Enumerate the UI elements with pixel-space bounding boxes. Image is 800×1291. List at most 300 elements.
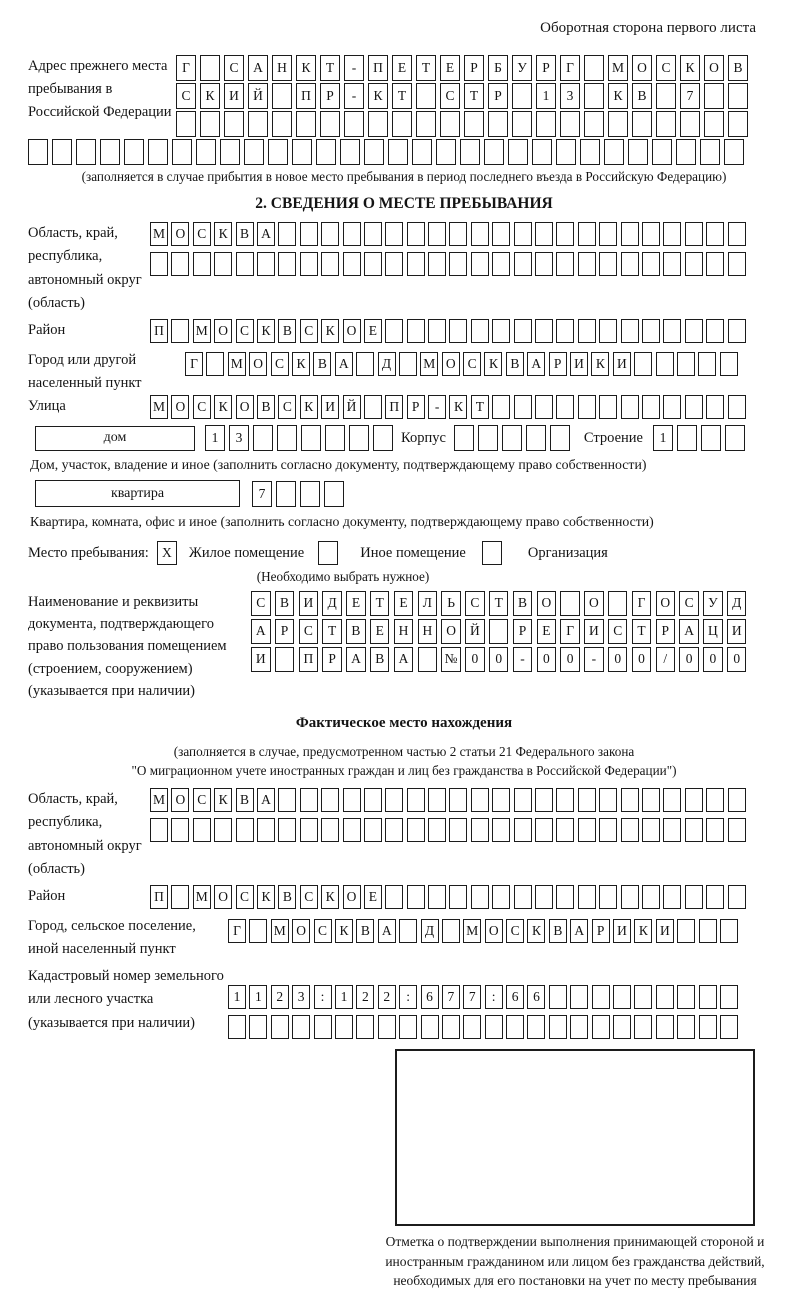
char-cell[interactable]: 1 (536, 83, 556, 109)
char-cell[interactable] (685, 222, 703, 246)
char-cell[interactable] (677, 352, 695, 376)
char-cell[interactable] (171, 252, 189, 276)
char-cell[interactable] (642, 885, 660, 909)
char-cell[interactable]: А (570, 919, 588, 943)
char-cell[interactable] (512, 111, 532, 137)
char-cell[interactable] (301, 425, 321, 451)
char-cell[interactable] (171, 818, 189, 842)
char-cell[interactable]: : (314, 985, 332, 1009)
char-cell[interactable]: Н (418, 619, 438, 644)
char-cell[interactable]: Т (471, 395, 489, 419)
char-cell[interactable] (663, 252, 681, 276)
char-cell[interactable] (321, 788, 339, 812)
char-cell[interactable]: О (214, 885, 232, 909)
char-cell[interactable] (706, 788, 724, 812)
char-cell[interactable]: М (193, 319, 211, 343)
char-cell[interactable] (613, 985, 631, 1009)
char-cell[interactable]: Р (592, 919, 610, 943)
char-cell[interactable] (556, 139, 576, 165)
char-cell[interactable]: К (292, 352, 310, 376)
char-cell[interactable]: 7 (680, 83, 700, 109)
char-cell[interactable]: 2 (378, 985, 396, 1009)
char-cell[interactable]: М (150, 395, 168, 419)
char-cell[interactable]: А (257, 788, 275, 812)
char-cell[interactable]: С (463, 352, 481, 376)
char-cell[interactable]: А (394, 647, 414, 672)
char-cell[interactable] (253, 425, 273, 451)
char-cell[interactable] (685, 885, 703, 909)
char-cell[interactable]: М (150, 788, 168, 812)
char-cell[interactable] (368, 111, 388, 137)
char-cell[interactable] (349, 425, 369, 451)
char-cell[interactable] (148, 139, 168, 165)
char-cell[interactable]: 0 (679, 647, 699, 672)
char-cell[interactable]: Т (464, 83, 484, 109)
char-cell[interactable] (449, 252, 467, 276)
char-cell[interactable] (463, 1015, 481, 1039)
char-cell[interactable] (642, 818, 660, 842)
char-cell[interactable] (599, 885, 617, 909)
char-cell[interactable] (124, 139, 144, 165)
char-cell[interactable]: А (257, 222, 275, 246)
char-cell[interactable]: И (224, 83, 244, 109)
char-cell[interactable] (196, 139, 216, 165)
char-cell[interactable] (271, 1015, 289, 1039)
char-cell[interactable]: Е (392, 55, 412, 81)
char-cell[interactable] (652, 139, 672, 165)
char-cell[interactable] (706, 395, 724, 419)
char-cell[interactable] (556, 788, 574, 812)
char-cell[interactable] (272, 111, 292, 137)
char-cell[interactable] (52, 139, 72, 165)
char-cell[interactable]: О (171, 222, 189, 246)
char-cell[interactable] (685, 252, 703, 276)
char-cell[interactable] (599, 395, 617, 419)
char-cell[interactable] (324, 481, 344, 507)
char-cell[interactable]: Д (322, 591, 342, 616)
char-cell[interactable] (706, 222, 724, 246)
char-cell[interactable] (471, 252, 489, 276)
char-cell[interactable]: 3 (560, 83, 580, 109)
char-cell[interactable] (416, 83, 436, 109)
char-cell[interactable] (492, 788, 510, 812)
char-cell[interactable] (514, 885, 532, 909)
char-cell[interactable]: К (680, 55, 700, 81)
char-cell[interactable] (578, 818, 596, 842)
char-cell[interactable] (392, 111, 412, 137)
char-cell[interactable]: К (634, 919, 652, 943)
char-cell[interactable] (632, 111, 652, 137)
char-cell[interactable]: Е (394, 591, 414, 616)
char-cell[interactable]: С (278, 395, 296, 419)
char-cell[interactable] (642, 222, 660, 246)
char-cell[interactable]: - (344, 55, 364, 81)
char-cell[interactable]: 0 (560, 647, 580, 672)
char-cell[interactable] (550, 425, 570, 451)
char-cell[interactable]: Р (488, 83, 508, 109)
char-cell[interactable] (526, 425, 546, 451)
char-cell[interactable]: С (224, 55, 244, 81)
char-cell[interactable] (663, 885, 681, 909)
char-cell[interactable] (449, 222, 467, 246)
char-cell[interactable] (325, 425, 345, 451)
char-cell[interactable] (278, 222, 296, 246)
char-cell[interactable] (514, 788, 532, 812)
char-cell[interactable]: О (249, 352, 267, 376)
char-cell[interactable] (321, 252, 339, 276)
char-cell[interactable]: О (214, 319, 232, 343)
char-cell[interactable] (478, 425, 498, 451)
char-cell[interactable]: В (278, 319, 296, 343)
char-cell[interactable] (677, 425, 697, 451)
char-cell[interactable]: Т (489, 591, 509, 616)
char-cell[interactable] (584, 111, 604, 137)
char-cell[interactable] (556, 395, 574, 419)
char-cell[interactable]: Р (322, 647, 342, 672)
char-cell[interactable] (663, 788, 681, 812)
char-cell[interactable] (407, 252, 425, 276)
char-cell[interactable] (300, 222, 318, 246)
char-cell[interactable]: Г (632, 591, 652, 616)
char-cell[interactable]: В (506, 352, 524, 376)
char-cell[interactable]: М (463, 919, 481, 943)
char-cell[interactable] (701, 425, 721, 451)
char-cell[interactable] (556, 885, 574, 909)
char-cell[interactable]: И (321, 395, 339, 419)
char-cell[interactable] (344, 111, 364, 137)
char-cell[interactable] (677, 985, 695, 1009)
char-cell[interactable] (724, 139, 744, 165)
char-cell[interactable] (621, 319, 639, 343)
char-cell[interactable] (300, 252, 318, 276)
char-cell[interactable]: Г (228, 919, 246, 943)
char-cell[interactable]: О (656, 591, 676, 616)
char-cell[interactable]: С (300, 885, 318, 909)
char-cell[interactable]: Д (421, 919, 439, 943)
char-cell[interactable] (416, 111, 436, 137)
char-cell[interactable] (685, 788, 703, 812)
char-cell[interactable] (580, 139, 600, 165)
char-cell[interactable] (150, 252, 168, 276)
char-cell[interactable]: С (193, 788, 211, 812)
char-cell[interactable] (428, 319, 446, 343)
char-cell[interactable] (556, 818, 574, 842)
char-cell[interactable] (502, 425, 522, 451)
char-cell[interactable] (549, 985, 567, 1009)
char-cell[interactable] (278, 818, 296, 842)
char-cell[interactable] (471, 222, 489, 246)
char-cell[interactable]: К (527, 919, 545, 943)
char-cell[interactable] (663, 222, 681, 246)
char-cell[interactable] (200, 111, 220, 137)
char-cell[interactable]: С (314, 919, 332, 943)
char-cell[interactable] (512, 83, 532, 109)
char-cell[interactable]: И (656, 919, 674, 943)
char-cell[interactable]: И (613, 919, 631, 943)
char-cell[interactable]: Р (513, 619, 533, 644)
char-cell[interactable] (535, 319, 553, 343)
char-cell[interactable]: Р (464, 55, 484, 81)
char-cell[interactable] (706, 885, 724, 909)
char-cell[interactable] (471, 319, 489, 343)
char-cell[interactable] (685, 319, 703, 343)
char-cell[interactable] (656, 1015, 674, 1039)
char-cell[interactable] (578, 395, 596, 419)
char-cell[interactable] (720, 1015, 738, 1039)
char-cell[interactable]: 1 (249, 985, 267, 1009)
char-cell[interactable]: 1 (653, 425, 673, 451)
char-cell[interactable] (642, 319, 660, 343)
char-cell[interactable] (407, 222, 425, 246)
char-cell[interactable] (464, 111, 484, 137)
char-cell[interactable] (621, 788, 639, 812)
char-cell[interactable] (634, 352, 652, 376)
char-cell[interactable]: Е (364, 319, 382, 343)
char-cell[interactable] (276, 481, 296, 507)
char-cell[interactable]: С (299, 619, 319, 644)
char-cell[interactable] (388, 139, 408, 165)
char-cell[interactable] (418, 647, 438, 672)
char-cell[interactable] (535, 395, 553, 419)
char-cell[interactable]: Г (560, 55, 580, 81)
char-cell[interactable] (700, 139, 720, 165)
char-cell[interactable]: В (513, 591, 533, 616)
char-cell[interactable]: О (343, 885, 361, 909)
char-cell[interactable] (364, 252, 382, 276)
char-cell[interactable]: К (484, 352, 502, 376)
char-cell[interactable] (236, 818, 254, 842)
char-cell[interactable]: Й (465, 619, 485, 644)
char-cell[interactable] (488, 111, 508, 137)
char-cell[interactable]: Ц (703, 619, 723, 644)
char-cell[interactable] (706, 818, 724, 842)
char-cell[interactable] (642, 788, 660, 812)
char-cell[interactable]: О (632, 55, 652, 81)
char-cell[interactable] (206, 352, 224, 376)
char-cell[interactable] (171, 319, 189, 343)
char-cell[interactable] (335, 1015, 353, 1039)
char-cell[interactable]: 0 (489, 647, 509, 672)
char-cell[interactable]: Е (364, 885, 382, 909)
char-cell[interactable]: Е (440, 55, 460, 81)
char-cell[interactable] (728, 252, 746, 276)
char-cell[interactable] (421, 1015, 439, 1039)
char-cell[interactable] (599, 252, 617, 276)
char-cell[interactable] (471, 788, 489, 812)
char-cell[interactable]: Н (394, 619, 414, 644)
char-cell[interactable] (356, 1015, 374, 1039)
char-cell[interactable]: К (591, 352, 609, 376)
char-cell[interactable] (599, 319, 617, 343)
char-cell[interactable] (578, 222, 596, 246)
char-cell[interactable] (699, 1015, 717, 1039)
char-cell[interactable] (364, 788, 382, 812)
char-cell[interactable]: Т (370, 591, 390, 616)
char-cell[interactable]: К (257, 319, 275, 343)
char-cell[interactable] (508, 139, 528, 165)
char-cell[interactable] (560, 591, 580, 616)
char-cell[interactable] (720, 985, 738, 1009)
char-cell[interactable]: Г (560, 619, 580, 644)
char-cell[interactable]: 6 (527, 985, 545, 1009)
char-cell[interactable]: У (512, 55, 532, 81)
char-cell[interactable] (506, 1015, 524, 1039)
char-cell[interactable] (300, 788, 318, 812)
char-cell[interactable] (656, 111, 676, 137)
char-cell[interactable] (399, 919, 417, 943)
char-cell[interactable]: И (613, 352, 631, 376)
char-cell[interactable] (704, 111, 724, 137)
char-cell[interactable] (356, 352, 374, 376)
char-cell[interactable] (663, 395, 681, 419)
char-cell[interactable] (407, 818, 425, 842)
char-cell[interactable]: П (368, 55, 388, 81)
char-cell[interactable] (685, 818, 703, 842)
char-cell[interactable]: К (335, 919, 353, 943)
char-cell[interactable]: О (537, 591, 557, 616)
char-cell[interactable] (492, 319, 510, 343)
char-cell[interactable]: С (271, 352, 289, 376)
char-cell[interactable]: Л (418, 591, 438, 616)
char-cell[interactable] (628, 139, 648, 165)
char-cell[interactable] (300, 481, 320, 507)
char-cell[interactable] (296, 111, 316, 137)
char-cell[interactable]: М (193, 885, 211, 909)
char-cell[interactable] (249, 1015, 267, 1039)
char-cell[interactable]: Т (320, 55, 340, 81)
char-cell[interactable]: Д (378, 352, 396, 376)
char-cell[interactable]: К (296, 55, 316, 81)
char-cell[interactable]: - (513, 647, 533, 672)
char-cell[interactable]: 0 (465, 647, 485, 672)
char-cell[interactable]: М (271, 919, 289, 943)
char-cell[interactable] (100, 139, 120, 165)
char-cell[interactable]: А (346, 647, 366, 672)
char-cell[interactable]: В (356, 919, 374, 943)
char-cell[interactable] (248, 111, 268, 137)
char-cell[interactable]: К (200, 83, 220, 109)
char-cell[interactable]: М (228, 352, 246, 376)
char-cell[interactable]: М (420, 352, 438, 376)
char-cell[interactable] (492, 222, 510, 246)
char-cell[interactable]: 0 (727, 647, 747, 672)
char-cell[interactable] (584, 83, 604, 109)
char-cell[interactable] (656, 985, 674, 1009)
char-cell[interactable] (224, 111, 244, 137)
char-cell[interactable] (556, 252, 574, 276)
char-cell[interactable]: Т (416, 55, 436, 81)
char-cell[interactable] (492, 252, 510, 276)
char-cell[interactable] (604, 139, 624, 165)
char-cell[interactable] (725, 425, 745, 451)
char-cell[interactable] (442, 1015, 460, 1039)
char-cell[interactable]: С (236, 319, 254, 343)
char-cell[interactable] (428, 885, 446, 909)
char-cell[interactable]: О (171, 395, 189, 419)
char-cell[interactable] (621, 885, 639, 909)
char-cell[interactable]: В (632, 83, 652, 109)
char-cell[interactable]: 7 (442, 985, 460, 1009)
char-cell[interactable] (549, 1015, 567, 1039)
char-cell[interactable]: И (251, 647, 271, 672)
char-cell[interactable] (556, 319, 574, 343)
char-cell[interactable] (314, 1015, 332, 1039)
char-cell[interactable] (28, 139, 48, 165)
char-cell[interactable] (656, 352, 674, 376)
char-cell[interactable] (514, 395, 532, 419)
char-cell[interactable] (728, 222, 746, 246)
char-cell[interactable]: О (236, 395, 254, 419)
char-cell[interactable]: И (299, 591, 319, 616)
char-cell[interactable] (634, 985, 652, 1009)
char-cell[interactable] (578, 319, 596, 343)
char-cell[interactable]: 0 (632, 647, 652, 672)
char-cell[interactable]: Р (549, 352, 567, 376)
char-cell[interactable]: Б (488, 55, 508, 81)
char-cell[interactable] (514, 319, 532, 343)
char-cell[interactable]: М (608, 55, 628, 81)
char-cell[interactable] (385, 252, 403, 276)
char-cell[interactable]: А (248, 55, 268, 81)
char-cell[interactable]: - (428, 395, 446, 419)
char-cell[interactable]: Ь (441, 591, 461, 616)
char-cell[interactable]: П (150, 885, 168, 909)
char-cell[interactable] (449, 818, 467, 842)
char-cell[interactable] (642, 252, 660, 276)
char-cell[interactable] (76, 139, 96, 165)
char-cell[interactable] (244, 139, 264, 165)
char-cell[interactable]: Е (537, 619, 557, 644)
char-cell[interactable] (599, 818, 617, 842)
char-cell[interactable]: И (570, 352, 588, 376)
char-cell[interactable]: Г (176, 55, 196, 81)
char-cell[interactable] (176, 111, 196, 137)
char-cell[interactable] (599, 222, 617, 246)
char-cell[interactable]: К (449, 395, 467, 419)
char-cell[interactable] (442, 919, 460, 943)
char-cell[interactable]: С (193, 395, 211, 419)
char-cell[interactable] (560, 111, 580, 137)
char-cell[interactable] (592, 985, 610, 1009)
char-cell[interactable]: : (485, 985, 503, 1009)
char-cell[interactable] (257, 252, 275, 276)
char-cell[interactable] (706, 252, 724, 276)
char-cell[interactable]: Н (272, 55, 292, 81)
char-cell[interactable]: В (236, 222, 254, 246)
char-cell[interactable]: Е (346, 591, 366, 616)
char-cell[interactable] (578, 788, 596, 812)
char-cell[interactable]: С (300, 319, 318, 343)
char-cell[interactable] (492, 818, 510, 842)
char-cell[interactable] (364, 139, 384, 165)
checkbox-other-premises[interactable] (318, 541, 338, 565)
char-cell[interactable] (449, 319, 467, 343)
char-cell[interactable] (428, 818, 446, 842)
char-cell[interactable]: Р (407, 395, 425, 419)
char-cell[interactable] (485, 1015, 503, 1039)
char-cell[interactable]: П (296, 83, 316, 109)
char-cell[interactable] (728, 885, 746, 909)
char-cell[interactable]: 6 (506, 985, 524, 1009)
char-cell[interactable]: / (656, 647, 676, 672)
char-cell[interactable]: Г (185, 352, 203, 376)
char-cell[interactable]: У (703, 591, 723, 616)
char-cell[interactable]: С (193, 222, 211, 246)
char-cell[interactable]: 1 (228, 985, 246, 1009)
char-cell[interactable] (527, 1015, 545, 1039)
char-cell[interactable] (172, 139, 192, 165)
char-cell[interactable] (193, 252, 211, 276)
